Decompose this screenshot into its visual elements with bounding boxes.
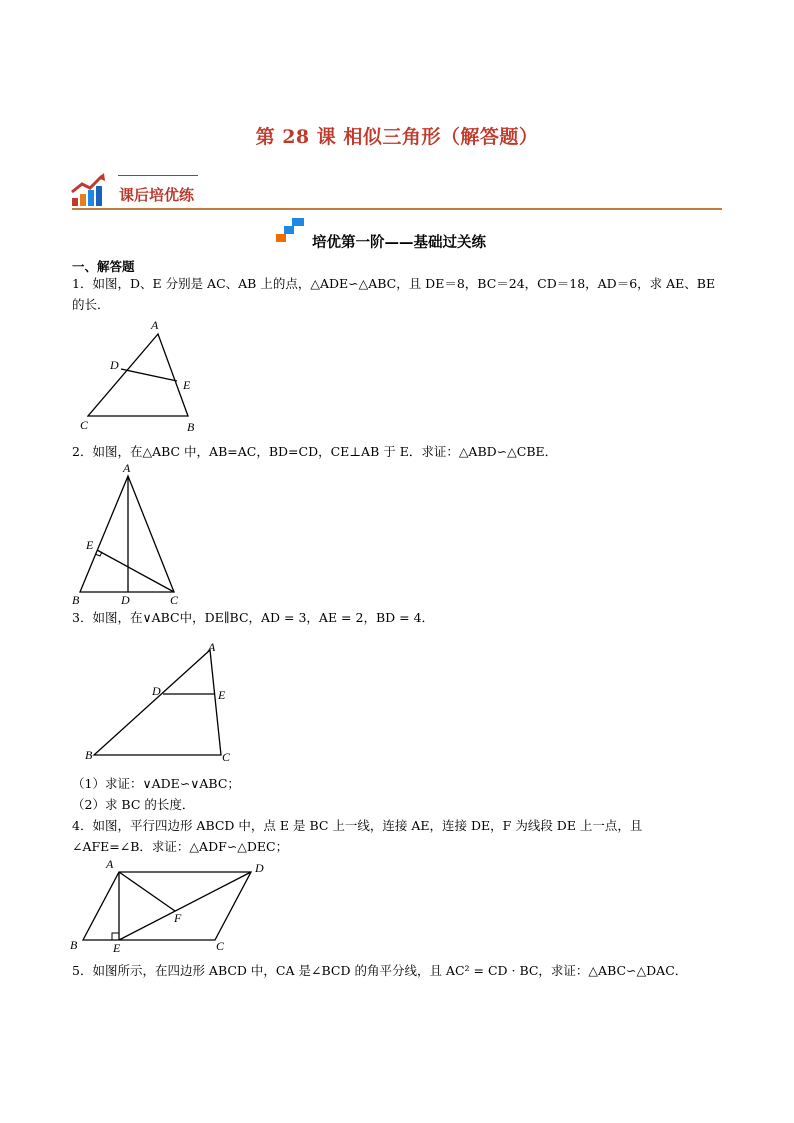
figure-1 [80,320,210,435]
fig1-label-D: D [110,358,119,372]
fig4-label-F: F [174,911,182,925]
banner-top-line [118,175,198,176]
fig3-label-B: B [85,748,93,762]
fig4-label-B: B [70,938,78,952]
banner-label: 课后培优练 [119,186,195,204]
fig1-label-A: A [151,318,159,332]
fig4-label-E: E [113,941,121,955]
fig4-label-D: D [255,861,264,875]
problem-4-text-cont: ∠AFE=∠B．求证：△ADF∽△DEC； [72,839,289,854]
figure-4 [75,862,265,952]
problem-5-text: 5．如图所示，在四边形 ABCD 中，CA 是∠BCD 的角平分线，且 AC² = CD · BC，求证：△ABC∽△DAC． [72,963,688,978]
fig4-label-A: A [106,857,114,871]
problem-1-text: 1．如图，D、E 分别是 AC、AB 上的点，△ADE∽△ABC，且 DE＝8，BC＝24，CD＝18，AD＝6，求 AE、BE [72,276,716,291]
fig3-label-A: A [208,640,216,654]
fig3-label-D: D [152,684,161,698]
fig3-label-E: E [218,688,226,702]
banner-rule [72,208,722,210]
problem-3-text: 3．如图，在∨ABC中，DE∥BC，AD = 3，AE = 2，BD = 4． [72,610,435,625]
bar-chart-trend-icon [70,172,110,208]
fig3-label-C: C [222,750,231,764]
problem-3-question-1: （1）求证：∨ADE∽∨ABC； [72,776,240,791]
fig2-label-C: C [170,593,179,607]
fig2-label-D: D [121,593,130,607]
page-title: 第 28 课 相似三角形（解答题） [255,126,539,148]
fig2-label-B: B [72,593,80,607]
fig4-label-C: C [216,939,225,953]
part-heading: 一、解答题 [72,259,135,274]
section-title: 培优第一阶——基础过关练 [312,235,486,251]
fig1-label-C: C [80,418,89,432]
fig2-label-E: E [86,538,94,552]
problem-1-text-cont: 的长． [72,297,110,312]
steps-icon [276,218,308,244]
problem-4-text: 4．如图，平行四边形 ABCD 中，点 E 是 BC 上一线，连接 AE，连接 DE，F 为线段 DE 上一点，且 [72,818,643,833]
problem-2-text: 2．如图，在△ABC 中，AB=AC，BD=CD，CE⊥AB 于 E．求证：△ABD∽△CBE． [72,444,558,459]
figure-3 [90,640,230,760]
fig1-label-B: B [187,420,195,434]
figure-2 [70,470,190,600]
fig2-label-A: A [123,461,131,475]
fig1-label-E: E [183,378,191,392]
problem-3-question-2: （2）求 BC 的长度． [72,797,195,812]
